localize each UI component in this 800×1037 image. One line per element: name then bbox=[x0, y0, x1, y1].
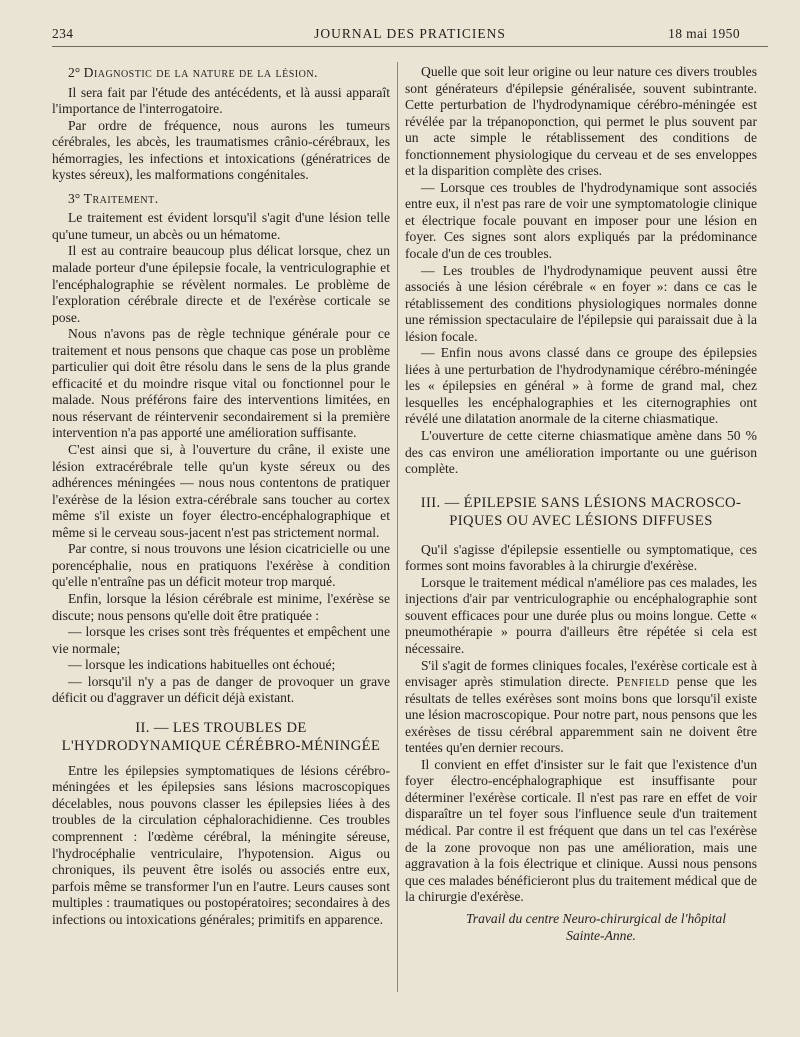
journal-title: JOURNAL DES PRATICIENS bbox=[314, 26, 506, 41]
column-divider bbox=[397, 62, 398, 992]
paragraph: Nous n'avons pas de règle technique générale pour ce traitement et nous pensons que chaque cas pose un problème particulier qui doit être résolu dans le sens de la plus grande efficacité et du moindre risque vital ou fonctionnel pour le malade. Nous préférons faire des interventions limitées, en nous réservant de réintervenir secondairement si la première intervention n'a pas apporté une amélioration suffisante. bbox=[52, 326, 390, 441]
paragraph: Par contre, si nous trouvons une lésion cicatricielle ou une porencéphalie, nous en pratiquons l'exérèse à condition qu'elle n'entraîne pas un déficit moteur trop marqué. bbox=[52, 541, 390, 590]
list-item: — lorsque les indications habituelles ont échoué; bbox=[68, 657, 336, 673]
list-item: — lorsque les crises sont très fréquentes et empêchent une vie normale; bbox=[52, 624, 390, 656]
left-column bbox=[52, 64, 390, 928]
running-header bbox=[52, 24, 768, 47]
page-number: 234 bbox=[52, 26, 74, 41]
paragraph: Il convient en effet d'insister sur le fait que l'existence d'un foyer électro-encéphalographique est insuffisante pour déterminer l'exérèse corticale. Il n'est pas rare en effet de voir disparaître un tel foyer sous l'influence seule d'un traitement médical. Par contre il est fréquent que dans un tel cas l'exérèse de la zone provoque non pas une amélioration, mais une aggravation à la fois électrique et clinique. Aussi nous pensons que ces malades bénéficieront plus du traitement médical que de la chirurgie d'exérèse. bbox=[405, 756, 757, 905]
paragraph: Entre les épilepsies symptomatiques de lésions cérébro-méningées et les épilepsies sans lésions macroscopiques décelables, nous pouvons classer les épilepsies liées à des troubles de la circulation céphalorachidienne. Ces troubles comprennent : l'œdème cérébral, la méningite séreuse, l'hydrocéphalie ventriculaire, l'hypotension. Aigus ou chroniques, ils peuvent être isolés ou associés entre eux, parfois même se transformer l'un en l'autre. Leurs causes sont multiples : traumatiques ou postopératoires; secondaires à des infections ou intoxications générales; primitifs en apparence. bbox=[52, 762, 390, 927]
institution-credit: Travail du centre Neuro-chirurgical de l'hôpital Sainte-Anne. bbox=[465, 910, 727, 943]
paragraph: Enfin, lorsque la lésion cérébrale est minime, l'exérèse se discute; nous pensons qu'elle doit être pratiquée : bbox=[52, 590, 390, 623]
paragraph: L'ouverture de cette citerne chiasmatique amène dans 50 % des cas environ une amélioration importante ou une guérison complète. bbox=[405, 428, 757, 477]
section-heading-hydrodynamique: II. — LES TROUBLES DE L'HYDRODYNAMIQUE CÉRÉBRO-MÉNINGÉE bbox=[61, 719, 381, 754]
paragraph: Qu'il s'agisse d'épilepsie essentielle ou symptomatique, ces formes sont moins favorables à la chirurgie d'exérèse. bbox=[405, 541, 757, 574]
paragraph: Quelle que soit leur origine ou leur nature ces divers troubles sont générateurs d'épilepsie généralisée, souvent subintrante. Cette perturbation de l'hydrodynamique cérébro-méningée est révélée par la trépanoponction, qui permet le plus souvent par un acte simple le rétablissement des conditions de fonctionnement physiologique du cerveau et de ses enveloppes et la disparition complète des crises. bbox=[405, 64, 757, 179]
section-heading-epilepsie: III. — ÉPILEPSIE SANS LÉSIONS MACROSCO- PIQUES OU AVEC LÉSIONS DIFFUSES bbox=[420, 494, 742, 529]
paragraph: — Enfin nous avons classé dans ce groupe des épilepsies liées à une perturbation de l'hydrodynamique cérébro-méningée les « épilepsies en général » à forme de grand mal, chez lesquelles les encéphalographies et les citernographies ont révélé une dilatation anormale de la citerne chiasmatique. bbox=[405, 345, 757, 427]
paragraph: — Lorsque ces troubles de l'hydrodynamique sont associés entre eux, il n'est pas rare de voir une symptomatologie clinique et électrique focale pouvant en imposer pour une lésion en foyer. Ces signes sont alors expliqués par la prédominance focale d'un de ces troubles. bbox=[405, 179, 757, 262]
right-column bbox=[405, 64, 757, 944]
paragraph: — Les troubles de l'hydrodynamique peuvent aussi être associés à une lésion cérébrale « en foyer »: dans ce cas le rétablissement des conditions physiologiques normales donne une rémission spectaculaire de l'épilepsie qui paraissait due à la lésion focale. bbox=[405, 262, 757, 344]
paragraph: S'il s'agit de formes cliniques focales, l'exérèse corticale est à envisager après stimulation directe. Penfield pense que les résultats de telles exérèses sont moins bons que lorsqu'il existe une lésion macroscopique. Pour notre part, nous pensons que les exérèses de tissu cérébral apparemment sain ne doivent être tentées qu'en dernier recours. bbox=[405, 657, 757, 756]
paragraph: Par ordre de fréquence, nous aurons les tumeurs cérébrales, les abcès, les traumatismes crânio-cérébraux, les hémorragies, les infections et intoxications (génératrices de kystes séreux), les malformations congénitales. bbox=[52, 117, 390, 183]
issue-date: 18 mai 1950 bbox=[668, 26, 740, 41]
paragraph: Le traitement est évident lorsqu'il s'agit d'une lésion telle qu'une tumeur, un abcès ou un hématome. bbox=[52, 210, 390, 242]
paragraph: C'est ainsi que si, à l'ouverture du crâne, il existe une lésion extracérébrale telle qu'un kyste séreux ou des adhérences méningées — nous nous contentons de pratiquer l'exérèse de la lésion extra-cérébrale sans toucher au cortex même s'il existe un foyer électro-encéphalographique et même si le cerveau sous-jacent n'est pas strictement normal. bbox=[52, 442, 390, 540]
list-item: — lorsqu'il n'y a pas de danger de provoquer un grave déficit ou d'aggraver un déficit déjà existant. bbox=[52, 673, 390, 706]
subsection-heading-diagnostic: 2° Diagnostic de la nature de la lésion. bbox=[68, 65, 318, 80]
paragraph: Il est au contraire beaucoup plus délicat lorsque, chez un malade porteur d'une épilepsie focale, la ventriculographie et l'encéphalographie se révèlent normales. Le problème de l'exploration cérébrale directe et de l'exérèse corticale se pose. bbox=[52, 243, 390, 325]
author-name: Penfield bbox=[616, 674, 670, 690]
paragraph: Lorsque le traitement médical n'améliore pas ces malades, les injections d'air par ventriculographie ou encéphalographie sont souvent efficaces pour une durée plus ou moins longue. Cette « pneumothérapie » pourra d'ailleurs être répétée si cela est nécessaire. bbox=[405, 574, 757, 656]
subsection-heading-traitement: 3° Traitement. bbox=[68, 190, 159, 206]
paragraph: Il sera fait par l'étude des antécédents, et là aussi apparaît l'importance de l'interrogatoire. bbox=[52, 84, 390, 117]
